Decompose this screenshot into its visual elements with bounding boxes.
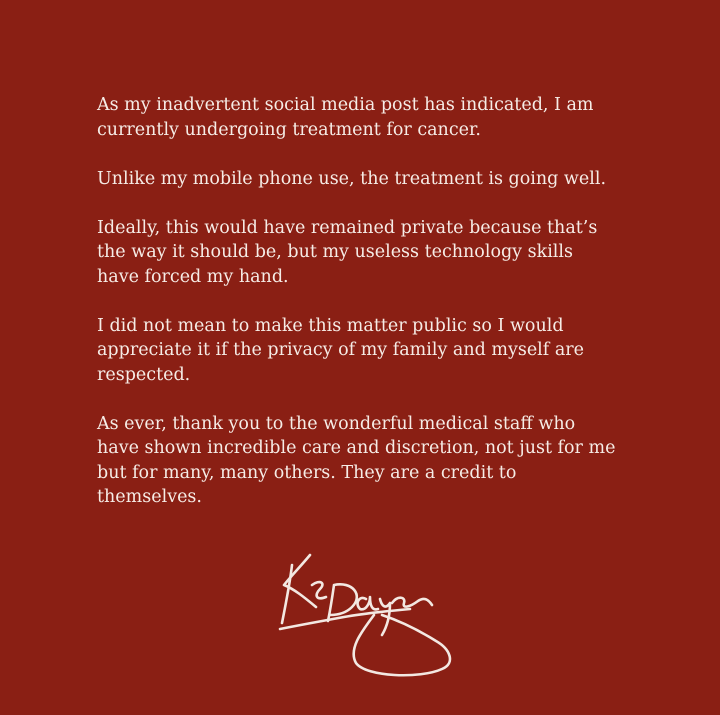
- paragraph-1: As my inadvertent social media post has indicated, I am currently undergoing treatment for cancer.: [97, 95, 594, 140]
- paragraph-3: Ideally, this would have remained private because that’s the way it should be, but my useless technology skills have forced my hand.: [97, 217, 598, 287]
- statement-body: [97, 93, 657, 534]
- paragraph-5: As ever, thank you to the wonderful medical staff who have shown incredible care and discretion, not just for me but for many, many others. They are a credit to themselves.: [97, 413, 616, 507]
- paragraph-2: Unlike my mobile phone use, the treatment is going well.: [97, 168, 607, 189]
- handwritten-signature: [270, 545, 460, 685]
- paragraph-4: I did not mean to make this matter public so I would appreciate it if the privacy of my family and myself are respected.: [97, 315, 584, 385]
